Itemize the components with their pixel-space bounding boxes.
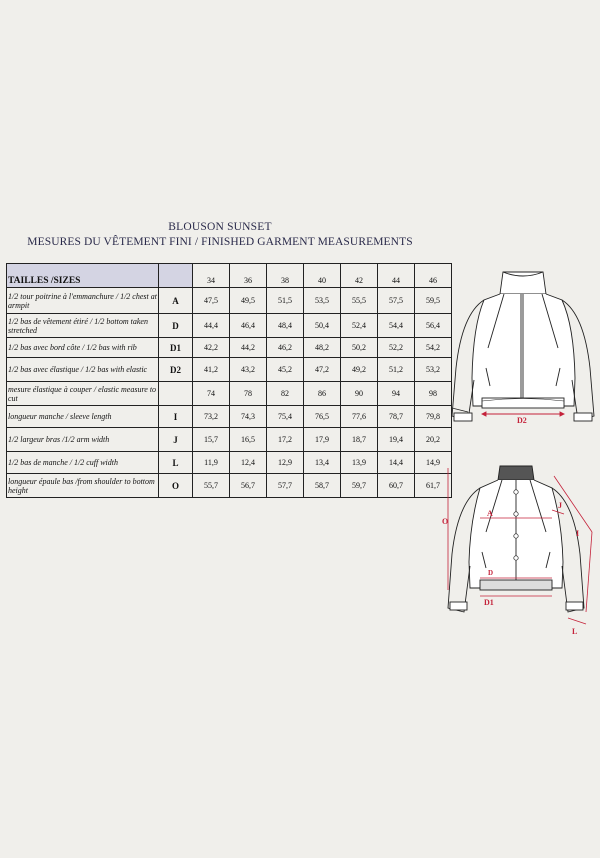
measure-value: 17,9 xyxy=(304,428,341,452)
measure-value: 16,5 xyxy=(230,428,267,452)
measure-value: 13,4 xyxy=(304,452,341,474)
measure-value: 50,2 xyxy=(341,338,378,358)
row-label: longueur épaule bas /from shoulder to bottom height xyxy=(7,474,159,498)
row-code: D xyxy=(159,314,193,338)
size-header: 40 xyxy=(304,264,341,288)
row-label: mesure élastique à couper / elastic measure to cut xyxy=(7,382,159,406)
label-i: I xyxy=(576,529,580,538)
sketch-front-measured xyxy=(440,462,598,642)
measure-value: 77,6 xyxy=(341,406,378,428)
label-d2: D2 xyxy=(517,416,527,425)
row-code: I xyxy=(159,406,193,428)
measure-value: 46,2 xyxy=(267,338,304,358)
measure-value: 12,4 xyxy=(230,452,267,474)
table-row xyxy=(7,406,452,428)
measure-value: 58,7 xyxy=(304,474,341,498)
row-code: A xyxy=(159,288,193,314)
measure-value: 86 xyxy=(304,382,341,406)
measure-value: 73,2 xyxy=(193,406,230,428)
label-l: L xyxy=(572,627,578,636)
measure-value: 79,8 xyxy=(415,406,452,428)
measure-value: 15,7 xyxy=(193,428,230,452)
label-a: A xyxy=(487,509,493,518)
measure-value: 19,4 xyxy=(378,428,415,452)
label-d: D xyxy=(488,569,494,577)
measure-value: 14,9 xyxy=(415,452,452,474)
table-row xyxy=(7,314,452,338)
size-header: 38 xyxy=(267,264,304,288)
table-row xyxy=(7,474,452,498)
measure-value: 55,7 xyxy=(193,474,230,498)
measure-value: 11,9 xyxy=(193,452,230,474)
table-row xyxy=(7,452,452,474)
row-label: 1/2 bas de vêtement étiré / 1/2 bottom taken stretched xyxy=(7,314,159,338)
measure-value: 56,4 xyxy=(415,314,452,338)
measure-value: 53,2 xyxy=(415,358,452,382)
measure-value: 48,2 xyxy=(304,338,341,358)
measure-value: 49,2 xyxy=(341,358,378,382)
table-row xyxy=(7,338,452,358)
measure-value: 59,7 xyxy=(341,474,378,498)
size-header: 42 xyxy=(341,264,378,288)
row-label: longueur manche / sleeve length xyxy=(7,406,159,428)
row-code: O xyxy=(159,474,193,498)
measure-value: 18,7 xyxy=(341,428,378,452)
measure-value: 51,5 xyxy=(267,288,304,314)
measure-value: 45,2 xyxy=(267,358,304,382)
measure-value: 43,2 xyxy=(230,358,267,382)
measure-value: 47,2 xyxy=(304,358,341,382)
measure-value: 42,2 xyxy=(193,338,230,358)
label-j: J xyxy=(558,501,562,510)
size-header: 36 xyxy=(230,264,267,288)
measure-value: 74,3 xyxy=(230,406,267,428)
code-header-cell xyxy=(159,264,193,288)
sketch-front-closed xyxy=(448,268,598,438)
measure-value: 75,4 xyxy=(267,406,304,428)
table-row xyxy=(7,428,452,452)
measure-value: 76,5 xyxy=(304,406,341,428)
table-row xyxy=(7,358,452,382)
label-o: O xyxy=(442,517,449,526)
row-code: L xyxy=(159,452,193,474)
measure-value: 94 xyxy=(378,382,415,406)
measure-value: 52,4 xyxy=(341,314,378,338)
measure-value: 14,4 xyxy=(378,452,415,474)
row-label: 1/2 bas avec élastique / 1/2 bas with elastic xyxy=(7,358,159,382)
row-label: 1/2 bas de manche / 1/2 cuff width xyxy=(7,452,159,474)
document-title: BLOUSON SUNSET xyxy=(168,221,272,233)
measure-value: 46,4 xyxy=(230,314,267,338)
measure-value: 17,2 xyxy=(267,428,304,452)
title-block xyxy=(0,221,440,248)
row-label: 1/2 tour poitrine à l'emmanchure / 1/2 chest at armpit xyxy=(7,288,159,314)
measure-value: 51,2 xyxy=(378,358,415,382)
measure-value: 47,5 xyxy=(193,288,230,314)
measure-value: 60,7 xyxy=(378,474,415,498)
document-subtitle: MESURES DU VÊTEMENT FINI / FINISHED GARMENT MEASUREMENTS xyxy=(27,236,413,248)
measure-value: 78,7 xyxy=(378,406,415,428)
measure-value: 41,2 xyxy=(193,358,230,382)
measure-value: 50,4 xyxy=(304,314,341,338)
row-label: 1/2 largeur bras /1/2 arm width xyxy=(7,428,159,452)
measure-value: 52,2 xyxy=(378,338,415,358)
size-header: 44 xyxy=(378,264,415,288)
measure-value: 56,7 xyxy=(230,474,267,498)
row-code xyxy=(159,382,193,406)
measure-value: 53,5 xyxy=(304,288,341,314)
measure-value: 13,9 xyxy=(341,452,378,474)
measure-value: 44,2 xyxy=(230,338,267,358)
measure-value: 61,7 xyxy=(415,474,452,498)
measure-value: 57,7 xyxy=(267,474,304,498)
size-header: 46 xyxy=(415,264,452,288)
table-row xyxy=(7,382,452,406)
measure-value: 44,4 xyxy=(193,314,230,338)
measure-value: 74 xyxy=(193,382,230,406)
row-label: 1/2 bas avec bord côte / 1/2 bas with rib xyxy=(7,338,159,358)
row-code: D1 xyxy=(159,338,193,358)
measure-value: 90 xyxy=(341,382,378,406)
row-code: D2 xyxy=(159,358,193,382)
measure-value: 57,5 xyxy=(378,288,415,314)
measure-value: 20,2 xyxy=(415,428,452,452)
measurements-table xyxy=(6,263,452,498)
row-code: J xyxy=(159,428,193,452)
measure-value: 98 xyxy=(415,382,452,406)
measure-value: 55,5 xyxy=(341,288,378,314)
measure-value: 78 xyxy=(230,382,267,406)
measure-value: 48,4 xyxy=(267,314,304,338)
sizes-header-label: TAILLES /SIZES xyxy=(7,264,159,288)
measure-value: 59,5 xyxy=(415,288,452,314)
measure-value: 49,5 xyxy=(230,288,267,314)
size-header: 34 xyxy=(193,264,230,288)
measure-value: 82 xyxy=(267,382,304,406)
measure-value: 54,4 xyxy=(378,314,415,338)
table-row xyxy=(7,288,452,314)
measure-value: 12,9 xyxy=(267,452,304,474)
label-d1: D1 xyxy=(484,598,494,607)
measure-value: 54,2 xyxy=(415,338,452,358)
